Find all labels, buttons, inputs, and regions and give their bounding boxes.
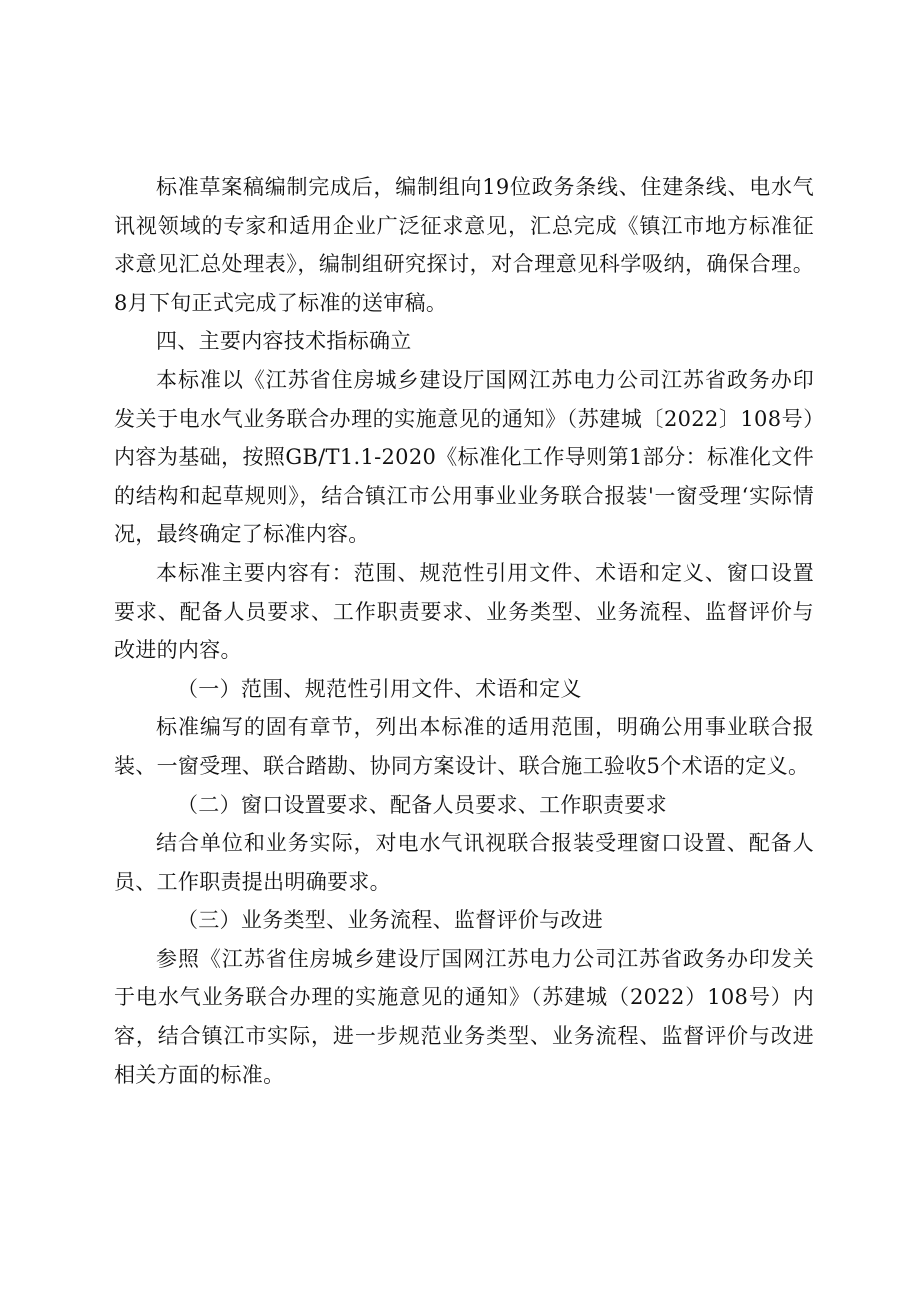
paragraph-standard-basis: 本标准以《江苏省住房城乡建设厅国网江苏电力公司江苏省政务办印发关于电水气业务联合办理的实施意见的通知》（苏建城〔2022〕108号）内容为基础，按照GB/T1.1-2020《标准化工作导则第1部分：标准化文件的结构和起草规则》，结合镇江市公用事业业务联合报装'一窗受理‘实际情况，最终确定了标准内容。 xyxy=(114,367,814,547)
subheading-business-process-evaluation: （三）业务类型、业务流程、监督评价与改进 xyxy=(177,908,603,933)
paragraph-business-process-evaluation: 参照《江苏省住房城乡建设厅国网江苏电力公司江苏省政务办印发关于电水气业务联合办理的实施意见的通知》（苏建城（2022）108号）内容，结合镇江市实际，进一步规范业务类型、业务流程、监督评价与改进相关方面的标准。 xyxy=(114,946,814,1087)
paragraph-scope-terms: 标准编写的固有章节，列出本标准的适用范围，明确公用事业联合报装、一窗受理、联合踏勘、协同方案设计、联合施工验收5个术语的定义。 xyxy=(114,715,814,778)
subheading-window-staff-duties: （二）窗口设置要求、配备人员要求、工作职责要求 xyxy=(177,792,667,817)
paragraph-main-contents: 本标准主要内容有：范围、规范性引用文件、术语和定义、窗口设置要求、配备人员要求、工作职责要求、业务类型、业务流程、监督评价与改进的内容。 xyxy=(114,560,814,663)
subheading-scope-terms: （一）范围、规范性引用文件、术语和定义 xyxy=(177,676,582,701)
section-heading-main-content: 四、主要内容技术指标确立 xyxy=(156,329,412,354)
paragraph-window-staff-duties: 结合单位和业务实际，对电水气讯视联合报装受理窗口设置、配备人员、工作职责提出明确要求。 xyxy=(114,831,814,894)
document-body xyxy=(114,168,814,1094)
paragraph-drafting-feedback: 标准草案稿编制完成后，编制组向19位政务条线、住建条线、电水气讯视领域的专家和适用企业广泛征求意见，汇总完成《镇江市地方标准征求意见汇总处理表》，编制组研究探讨，对合理意见科学吸纳，确保合理。8月下旬正式完成了标准的送审稿。 xyxy=(114,175,814,315)
